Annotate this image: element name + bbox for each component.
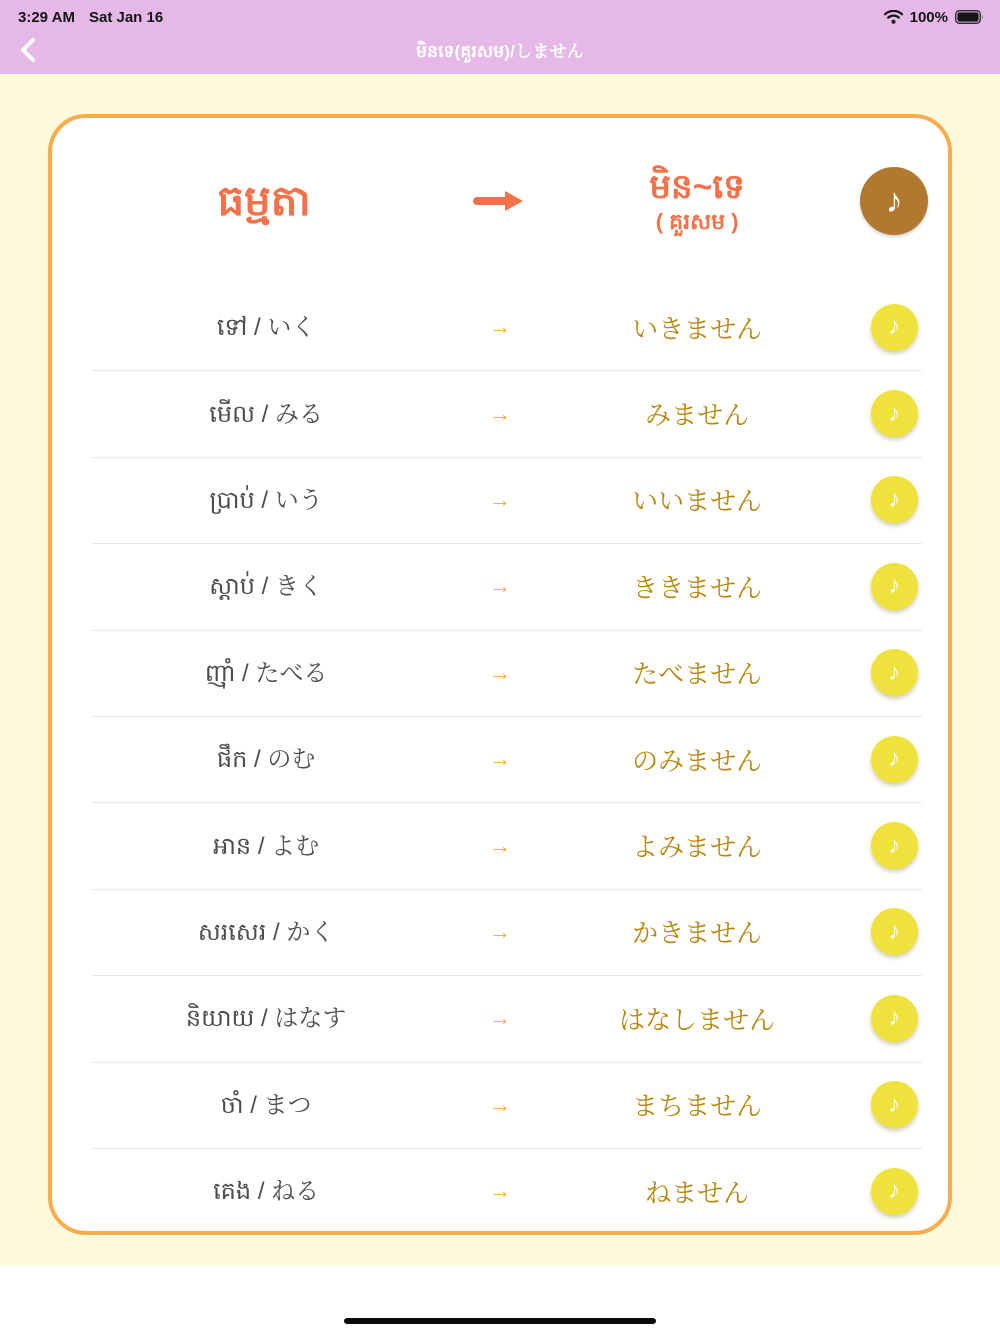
- music-note-icon: ♪: [885, 182, 903, 220]
- music-note-icon: ♪: [888, 485, 901, 513]
- word-polite-label: よみません: [632, 832, 763, 863]
- play-audio-button[interactable]: [871, 1081, 918, 1128]
- word-polite-label: みません: [645, 400, 750, 431]
- play-audio-button[interactable]: [871, 304, 918, 351]
- play-audio-button[interactable]: [871, 563, 918, 610]
- polite-form-label: [554, 168, 841, 234]
- conjugation-card: [48, 114, 952, 1235]
- play-audio-button[interactable]: [871, 649, 918, 696]
- nav-bar: [0, 28, 1000, 74]
- arrow-right-icon: →: [488, 314, 511, 340]
- music-note-icon: ♪: [888, 1090, 901, 1118]
- play-audio-button[interactable]: [871, 390, 918, 437]
- battery-icon: [955, 10, 984, 24]
- play-audio-button[interactable]: [871, 736, 918, 783]
- word-polite-label: いいません: [632, 486, 763, 517]
- music-note-icon: ♪: [888, 917, 901, 945]
- bottom-bar: [0, 1266, 1000, 1334]
- word-plain-label: ញ៉ាំ / たべる: [204, 659, 328, 687]
- home-indicator[interactable]: [344, 1318, 656, 1324]
- word-polite-label: ききません: [632, 572, 763, 603]
- status-left: [18, 9, 163, 26]
- play-all-audio-button[interactable]: [860, 167, 928, 235]
- word-plain-label: ចាំ / まつ: [220, 1091, 312, 1119]
- word-polite-label: たべません: [632, 659, 763, 690]
- music-note-icon: ♪: [888, 1004, 901, 1032]
- table-row: [52, 1062, 948, 1148]
- status-right: [884, 9, 984, 26]
- table-row: [52, 370, 948, 456]
- arrow-right-icon: →: [488, 1091, 511, 1117]
- play-audio-button[interactable]: [871, 995, 918, 1042]
- chevron-left-icon: [19, 36, 37, 64]
- table-row: [52, 716, 948, 802]
- back-button[interactable]: [6, 30, 50, 70]
- status-bar: [0, 0, 1000, 28]
- word-polite-label: まちません: [632, 1091, 763, 1122]
- table-row: [52, 284, 948, 370]
- table-row: [52, 457, 948, 543]
- music-note-icon: ♪: [888, 831, 901, 859]
- polite-form-main: មិន~ទេ: [649, 167, 745, 206]
- arrow-right-icon: →: [488, 832, 511, 858]
- arrow-right-icon: →: [488, 659, 511, 685]
- word-polite-label: ねません: [645, 1177, 750, 1208]
- word-plain-label: គេង / ねる: [213, 1178, 320, 1206]
- word-list: [52, 284, 948, 1234]
- music-note-icon: ♪: [888, 1177, 901, 1205]
- arrow-right-icon: →: [488, 918, 511, 944]
- play-audio-button[interactable]: [871, 476, 918, 523]
- music-note-icon: ♪: [888, 745, 901, 773]
- status-date: Sat Jan 16: [88, 8, 164, 26]
- polite-form-sub: ( គួរសម ): [655, 208, 739, 234]
- play-audio-button[interactable]: [871, 908, 918, 955]
- top-chrome: [0, 0, 1000, 74]
- word-polite-label: かきません: [632, 918, 763, 949]
- table-row: [52, 543, 948, 629]
- arrow-right-icon: →: [488, 400, 511, 426]
- music-note-icon: ♪: [888, 399, 901, 427]
- arrow-right-icon: →: [488, 1178, 511, 1204]
- word-plain-label: ផឹក / のむ: [216, 746, 316, 774]
- arrow-right-icon: →: [488, 1005, 511, 1031]
- word-polite-label: はなしません: [619, 1004, 776, 1035]
- play-audio-button[interactable]: [871, 822, 918, 869]
- table-row: [52, 802, 948, 888]
- wifi-icon: [884, 10, 903, 24]
- word-plain-label: ទៅ / いく: [216, 314, 316, 342]
- page-title: មិនទេ(គួរសម)/しません: [416, 41, 584, 61]
- music-note-icon: ♪: [888, 658, 901, 686]
- word-plain-label: ប្រាប់ / いう: [209, 486, 323, 514]
- content-area: [0, 74, 1000, 1266]
- word-plain-label: សរសេរ / かく: [197, 918, 335, 946]
- word-plain-label: អាន / よむ: [213, 832, 320, 860]
- arrow-right-icon: →: [488, 573, 511, 599]
- music-note-icon: ♪: [888, 572, 901, 600]
- battery-percent: 100%: [909, 8, 948, 26]
- status-time: 3:29 AM: [18, 8, 75, 26]
- table-row: [52, 975, 948, 1061]
- word-polite-label: いきません: [632, 313, 763, 344]
- arrow-right-icon: →: [488, 746, 511, 772]
- table-row: [52, 1148, 948, 1234]
- table-row: [52, 889, 948, 975]
- word-polite-label: のみません: [632, 745, 763, 776]
- word-plain-label: មើល / みる: [209, 400, 323, 428]
- word-plain-label: និយាយ / はなす: [185, 1005, 347, 1033]
- play-audio-button[interactable]: [871, 1168, 918, 1215]
- word-plain-label: ស្តាប់ / きく: [209, 573, 323, 601]
- plain-form-label: ធម្មតា: [217, 176, 311, 224]
- table-row: [52, 630, 948, 716]
- arrow-right-icon: [446, 189, 554, 213]
- card-header: [52, 118, 948, 284]
- music-note-icon: ♪: [888, 313, 901, 341]
- arrow-right-icon: →: [488, 486, 511, 512]
